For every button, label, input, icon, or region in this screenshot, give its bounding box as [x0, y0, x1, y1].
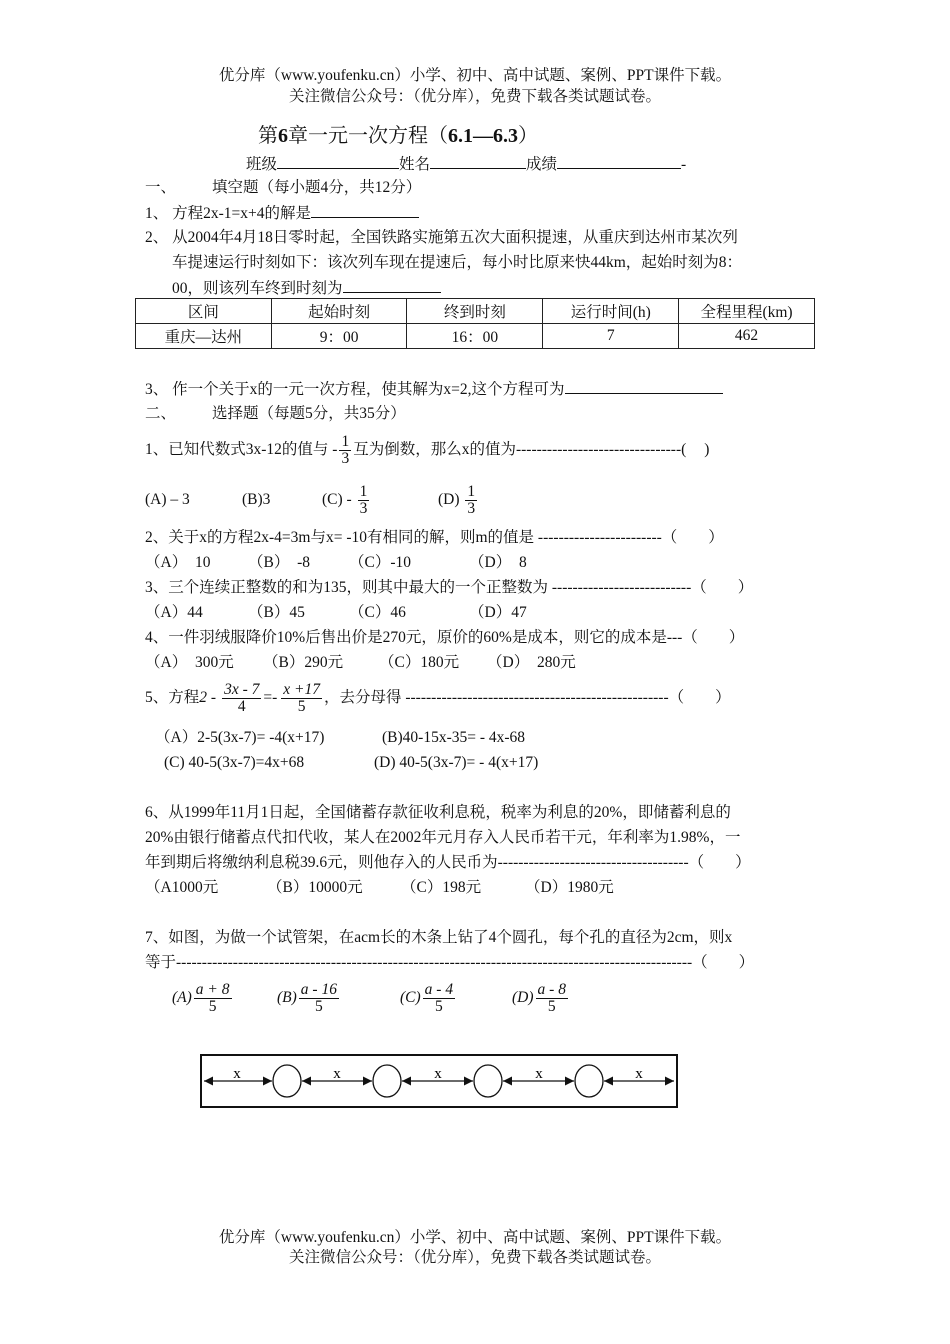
- option-b[interactable]: (B)40-15x-35= - 4x-68: [382, 729, 526, 746]
- option-b[interactable]: （B） -8: [248, 554, 311, 571]
- p2-q2-options: [145, 553, 527, 573]
- table-header-cell: 起始时刻: [271, 299, 407, 324]
- p2-question-7-line-2: 等于----------------------------------------------------------------------------------------------------（ ）: [145, 954, 755, 971]
- option-d[interactable]: （D）47: [469, 604, 527, 621]
- table-header-cell: 全程里程(km): [679, 299, 815, 324]
- p2-question-6-line-1: 6、从1999年11月1日起，全国储蓄存款征收利息税，税率为利息的20%，即储蓄利息的: [145, 804, 731, 821]
- p2-q1-options: [145, 482, 479, 518]
- header-line-1: 优分库（www.youfenku.cn）小学、初中、高中试题、案例、PPT课件下载。: [218, 67, 732, 84]
- option-c[interactable]: （C）198元: [401, 879, 482, 896]
- hole-circle: [273, 1065, 301, 1097]
- gap-label: x: [233, 1066, 241, 1082]
- part2-heading: 二、 选择题（每题5分，共35分）: [145, 405, 406, 422]
- footer-line-1: 优分库（www.youfenku.cn）小学、初中、高中试题、案例、PPT课件下载。: [218, 1229, 732, 1246]
- gap-label: x: [535, 1066, 543, 1082]
- option-a[interactable]: （A） 300元: [145, 654, 234, 671]
- table-header-cell: 终到时刻: [407, 299, 543, 324]
- hole-circle: [373, 1065, 401, 1097]
- test-tube-rack-figure: [200, 1054, 678, 1108]
- score-blank[interactable]: [557, 154, 681, 169]
- option-a[interactable]: （A1000元: [145, 879, 219, 896]
- option-b[interactable]: (B) $\frac{a - 16}{5}$: [277, 980, 337, 1015]
- p1-question-2-line-1: 2、 从2004年4月18日零时起，全国铁路实施第五次大面积提速，从重庆到达州市某次列: [145, 229, 738, 246]
- p2-q4-options: [145, 653, 576, 673]
- option-c[interactable]: （C）46: [349, 604, 406, 621]
- p2-question-4: 4、一件羽绒服降价10%后售出价是270元，原价的60%是成本，则它的成本是---（ ）: [145, 629, 745, 646]
- option-d[interactable]: （D） 280元: [487, 654, 576, 671]
- option-a[interactable]: (A) $\frac{a + 8}{5}$: [172, 980, 230, 1015]
- table-cell: 16：00: [407, 324, 543, 349]
- option-a[interactable]: （A）44: [145, 604, 203, 621]
- option-a[interactable]: (A) – 3: [145, 491, 190, 508]
- option-c[interactable]: (C) $\frac{a - 4}{5}$: [400, 980, 454, 1015]
- student-info-line: 班级 姓名 成绩 -: [246, 156, 687, 173]
- table-cell: 462: [679, 324, 815, 349]
- p2-question-5: 5、方程2 - $\frac{3x - 7}{4}$ =- $\frac{x +17}{5}$ ，去分母得 ---------------------------------------------------（ ）: [145, 680, 731, 715]
- option-c[interactable]: （C）180元: [379, 654, 460, 671]
- page-title: 第6章一元一次方程（6.1—6.3）: [258, 125, 538, 147]
- table-cell: 重庆—达州: [136, 324, 272, 349]
- p1-q3-answer-blank[interactable]: [565, 379, 723, 394]
- table-row: [136, 324, 815, 349]
- option-a[interactable]: （A）2-5(3x-7)= -4(x+17): [155, 729, 325, 746]
- hole-circle: [474, 1065, 502, 1097]
- p2-question-1: 1、已知代数式3x-12的值与 - $\frac{1}{3}$ 互为倒数，那么x的值为--------------------------------( ): [145, 432, 710, 467]
- option-b[interactable]: （B）290元: [263, 654, 344, 671]
- p1-question-2-line-2: 车提速运行时刻如下：该次列车现在提速后，每小时比原来快44km，起始时刻为8：: [172, 254, 743, 271]
- option-c[interactable]: (C) - $\frac{1}{3}$: [322, 482, 368, 517]
- class-blank[interactable]: [277, 154, 399, 169]
- header-line-2: 关注微信公众号：（优分库），免费下载各类试题试卷。: [288, 88, 661, 105]
- option-b[interactable]: （B）45: [248, 604, 305, 621]
- option-c[interactable]: (C) 40-5(3x-7)=4x+68: [164, 754, 305, 771]
- option-a[interactable]: （A） 10: [145, 554, 211, 571]
- option-b[interactable]: （B）10000元: [267, 879, 363, 896]
- gap-label: x: [333, 1066, 341, 1082]
- p2-question-7-line-1: 7、如图，为做一个试管架，在acm长的木条上钻了4个圆孔，每个孔的直径为2cm，则x: [145, 929, 733, 946]
- p1-question-1: 1、 方程2x-1=x+4的解是: [145, 203, 419, 224]
- p2-q7-options: [172, 978, 570, 1018]
- name-blank[interactable]: [430, 154, 526, 169]
- option-d[interactable]: （D） 8: [469, 554, 527, 571]
- footer-line-2: 关注微信公众号：（优分库），免费下载各类试题试卷。: [288, 1249, 661, 1266]
- option-d[interactable]: (D) 40-5(3x-7)= - 4(x+17): [374, 754, 539, 771]
- option-d[interactable]: (D) $\frac{a - 8}{5}$: [512, 980, 566, 1015]
- p2-question-6-line-3: 年到期后将缴纳利息税39.6元，则他存入的人民币为-------------------------------------（ ）: [145, 854, 751, 871]
- p1-q1-answer-blank[interactable]: [311, 203, 419, 218]
- option-b[interactable]: (B)3: [242, 491, 271, 508]
- option-d[interactable]: (D) $\frac{1}{3}$: [438, 482, 476, 517]
- p1-question-2-line-3: 00，则该列车终到时刻为: [172, 278, 441, 299]
- p2-q6-options: [145, 878, 614, 898]
- gap-label: x: [635, 1066, 643, 1082]
- p2-q3-options: [145, 603, 527, 623]
- table-cell: 7: [543, 324, 679, 349]
- hole-circle: [575, 1065, 603, 1097]
- p2-question-6-line-2: 20%由银行储蓄点代扣代收，某人在2002年元月存入人民币若干元，年利率为1.98%，一: [145, 829, 741, 846]
- p2-q5-options-row-1: [155, 728, 525, 748]
- p1-question-3: 3、 作一个关于x的一元一次方程，使其解为x=2,这个方程可为: [145, 379, 723, 400]
- gap-label: x: [434, 1066, 442, 1082]
- rack-diagram: [202, 1056, 676, 1106]
- table-header-cell: 运行时间(h): [543, 299, 679, 324]
- table-cell: 9：00: [271, 324, 407, 349]
- p2-question-3: 3、三个连续正整数的和为135，则其中最大的一个正整数为 ---------------------------（ ）: [145, 579, 754, 596]
- table-header-row: [136, 299, 815, 324]
- option-d[interactable]: （D）1980元: [525, 879, 614, 896]
- part1-heading: 一、 填空题（每小题4分，共12分）: [145, 179, 422, 196]
- p2-q5-options-row-2: [164, 753, 538, 773]
- p2-question-2: 2、关于x的方程2x-4=3m与x= -10有相同的解，则m的值是 ------------------------（ ）: [145, 529, 724, 546]
- p1-q2-answer-blank[interactable]: [343, 278, 441, 293]
- option-c[interactable]: （C）-10: [349, 554, 412, 571]
- table-header-cell: 区间: [136, 299, 272, 324]
- train-schedule-table: [135, 298, 815, 349]
